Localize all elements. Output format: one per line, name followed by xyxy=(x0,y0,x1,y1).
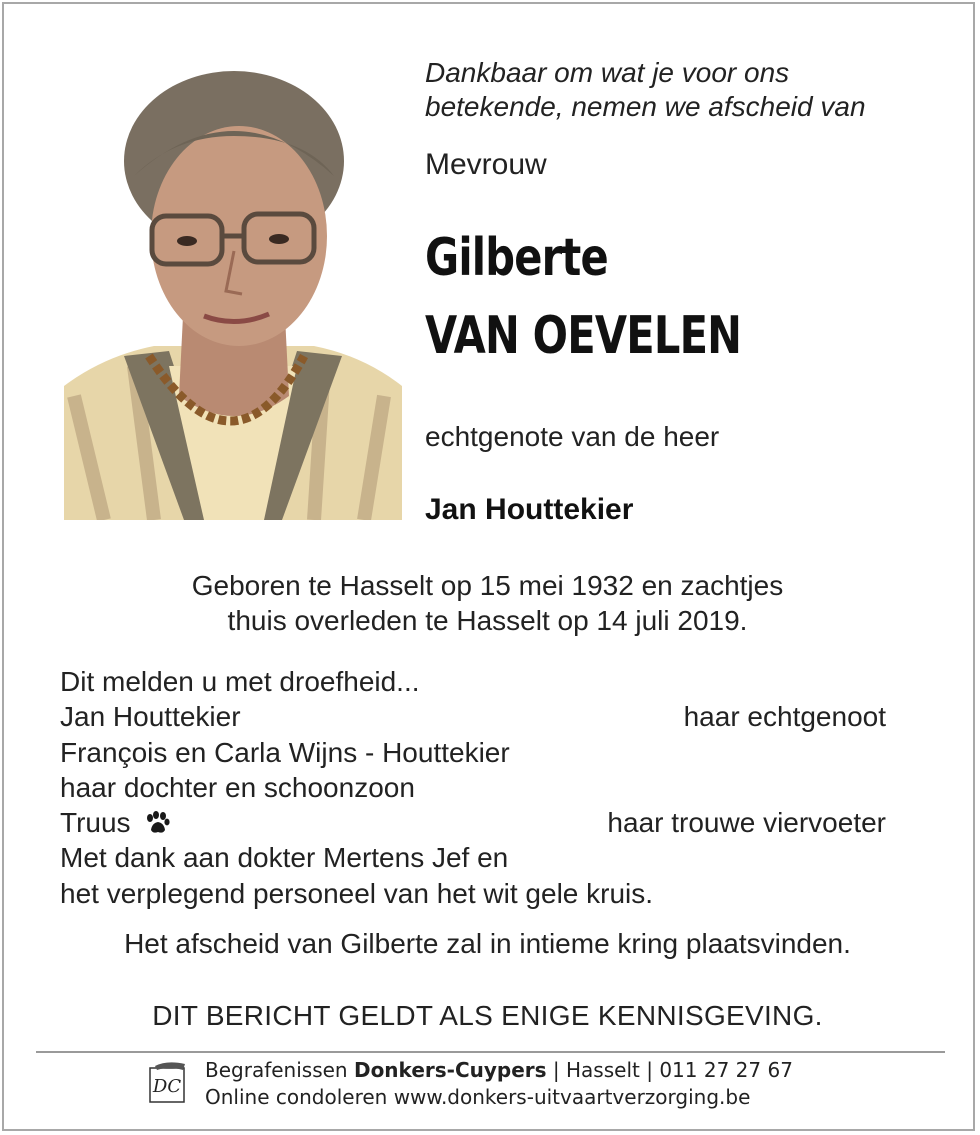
footer-line-2 xyxy=(205,1084,793,1111)
logo-text: DC xyxy=(152,1076,182,1097)
footer-divider xyxy=(36,1051,945,1053)
family-row-left: François en Carla Wijns - Houttekier xyxy=(60,736,510,768)
spouse-name: Jan Houttekier xyxy=(425,493,634,526)
family-row xyxy=(60,876,890,911)
footer-separator: | xyxy=(646,1058,653,1082)
footer-website-link[interactable]: www.donkers-uitvaartverzorging.be xyxy=(393,1085,751,1109)
birth-line: Geboren te Hasselt op 15 mei 1932 en zachtjes xyxy=(191,570,784,601)
family-row-left: Jan Houttekier xyxy=(60,701,241,733)
intro-line-2: betekende, nemen we afscheid van xyxy=(425,91,866,122)
footer-prefix: Begrafenissen xyxy=(205,1058,348,1082)
family-row-right: haar trouwe viervoeter xyxy=(607,807,886,839)
family-row xyxy=(60,840,890,875)
footer xyxy=(205,1057,793,1111)
family-row xyxy=(60,699,890,734)
footer-phone: 011 27 27 67 xyxy=(659,1058,793,1082)
intro-text xyxy=(425,56,866,124)
farewell-text: Het afscheid van Gilberte zal in intieme kring plaatsvinden. xyxy=(124,928,851,959)
family-row xyxy=(60,735,890,770)
family-list xyxy=(60,664,890,911)
funeral-home-logo-icon xyxy=(147,1060,189,1104)
notice-text: DIT BERICHT GELDT ALS ENIGE KENNISGEVING. xyxy=(152,1000,823,1031)
family-row xyxy=(60,770,890,805)
deceased-first-name: Gilberte xyxy=(425,228,608,288)
footer-line-1 xyxy=(205,1057,793,1084)
death-line: thuis overleden te Hasselt op 14 juli 2019. xyxy=(227,605,748,636)
intro-line-1: Dankbaar om wat je voor ons xyxy=(425,57,790,88)
footer-condolence-label: Online condoleren xyxy=(205,1085,388,1109)
paw-icon xyxy=(144,808,170,843)
footer-city: Hasselt xyxy=(566,1058,640,1082)
footer-separator: | xyxy=(552,1058,560,1082)
birth-death-text xyxy=(0,568,975,638)
family-row-left: Truus xyxy=(60,807,131,839)
honorific: Mevrouw xyxy=(425,148,547,181)
deceased-last-name: VAN OEVELEN xyxy=(425,306,742,366)
family-row-right: haar echtgenoot xyxy=(683,701,886,733)
family-row-left: haar dochter en schoonzoon xyxy=(60,771,415,803)
family-opening: Dit melden u met droefheid... xyxy=(60,666,420,697)
footer-company: Donkers-Cuypers xyxy=(353,1058,547,1082)
relation-text: echtgenote van de heer xyxy=(425,421,720,452)
family-row-left: het verplegend personeel van het wit gele kruis. xyxy=(60,877,654,909)
family-row-left: Met dank aan dokter Mertens Jef en xyxy=(60,842,509,874)
family-row xyxy=(60,805,890,840)
portrait-photo xyxy=(64,66,402,520)
